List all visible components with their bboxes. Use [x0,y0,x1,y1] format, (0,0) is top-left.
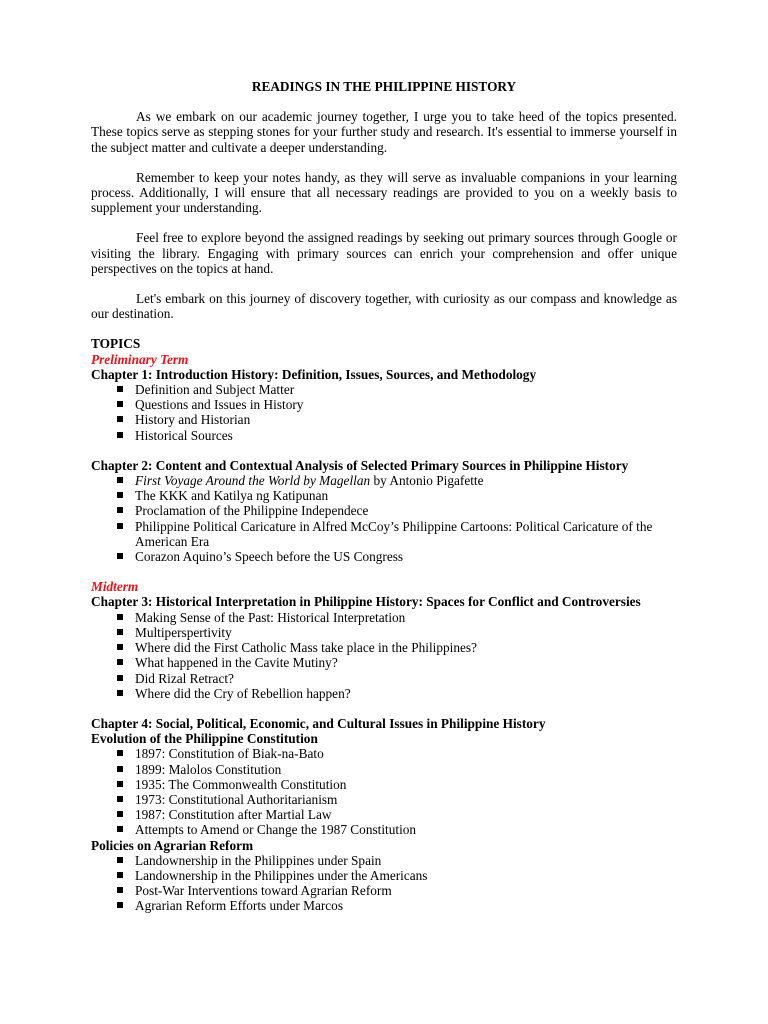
list-item: Post-War Interventions toward Agrarian Reform [115,883,677,898]
list-item: 1899: Malolos Constitution [115,762,677,777]
list-item: Where did the First Catholic Mass take place in the Philippines? [115,640,677,655]
list-item: Definition and Subject Matter [115,382,677,397]
list-item: Proclamation of the Philippine Independece [115,503,677,518]
chapter-4-subheading: Policies on Agrarian Reform [91,837,254,853]
list-item [115,473,677,488]
list-item: Where did the Cry of Rebellion happen? [115,686,677,701]
book-title: First Voyage Around the World by Magellan [135,473,371,489]
list-item: Agrarian Reform Efforts under Marcos [115,898,677,913]
list-item: Landownership in the Philippines under Spain [115,853,677,868]
list-item: Making Sense of the Past: Historical Interpretation [115,610,677,625]
chapter-3-title: Chapter 3: Historical Interpretation in Philippine History: Spaces for Conflict and Controversies [91,594,641,610]
book-author: by Antonio Pigafette [370,473,484,489]
term-heading-midterm: Midterm [91,579,139,595]
list-item: The KKK and Katilya ng Katipunan [115,488,677,503]
list-item: 1935: The Commonwealth Constitution [115,777,677,792]
term-heading-prelim: Preliminary Term [91,351,189,367]
list-item: Historical Sources [115,428,677,443]
constitution-list [91,746,677,837]
list-item: Attempts to Amend or Change the 1987 Constitution [115,822,677,837]
chapter-2-list [91,473,677,564]
chapter-1-title: Chapter 1: Introduction History: Definition, Issues, Sources, and Methodology [91,366,537,382]
list-item: Did Rizal Retract? [115,671,677,686]
agrarian-list [91,853,677,914]
intro-paragraph: Remember to keep your notes handy, as they will serve as invaluable companions in your learning process. Additionally, I will ensure that all necessary readings are provided to you on a weekly basis to supplement your understanding. [91,169,677,216]
list-item: 1973: Constitutional Authoritarianism [115,792,677,807]
document-title: READINGS IN THE PHILIPPINE HISTORY [251,79,517,94]
list-item: Multiperspertivity [115,625,677,640]
intro-paragraph: As we embark on our academic journey together, I urge you to take heed of the topics presented. These topics serve as stepping stones for your further study and research. It's essential to immerse yourself in the subject matter and cultivate a deeper understanding. [91,109,677,155]
intro-paragraph: Let's embark on this journey of discovery together, with curiosity as our compass and knowledge as our destination. [91,291,677,322]
list-item: 1987: Constitution after Martial Law [115,807,677,822]
list-item: What happened in the Cavite Mutiny? [115,655,677,670]
chapter-4-title: Chapter 4: Social, Political, Economic, and Cultural Issues in Philippine History [91,715,546,731]
intro-paragraph: Feel free to explore beyond the assigned readings by seeking out primary sources through Google or visiting the library. Engaging with primary sources can enrich your comprehension and offer unique perspectives on the topics at hand. [91,230,677,276]
list-item: Philippine Political Caricature in Alfred McCoy’s Philippine Cartoons: Political Caricature of the American Era [115,519,677,549]
list-item: 1897: Constitution of Biak-na-Bato [115,746,677,761]
list-item: Questions and Issues in History [115,397,677,412]
chapter-2-title: Chapter 2: Content and Contextual Analysis of Selected Primary Sources in Philippine History [91,457,629,473]
chapter-1-list [91,382,677,443]
chapter-3-list [91,610,677,701]
list-item: Landownership in the Philippines under the Americans [115,868,677,883]
topics-heading: TOPICS [91,336,141,352]
chapter-4-subheading: Evolution of the Philippine Constitution [91,731,318,747]
list-item: History and Historian [115,412,677,427]
list-item: Corazon Aquino’s Speech before the US Congress [115,549,677,564]
